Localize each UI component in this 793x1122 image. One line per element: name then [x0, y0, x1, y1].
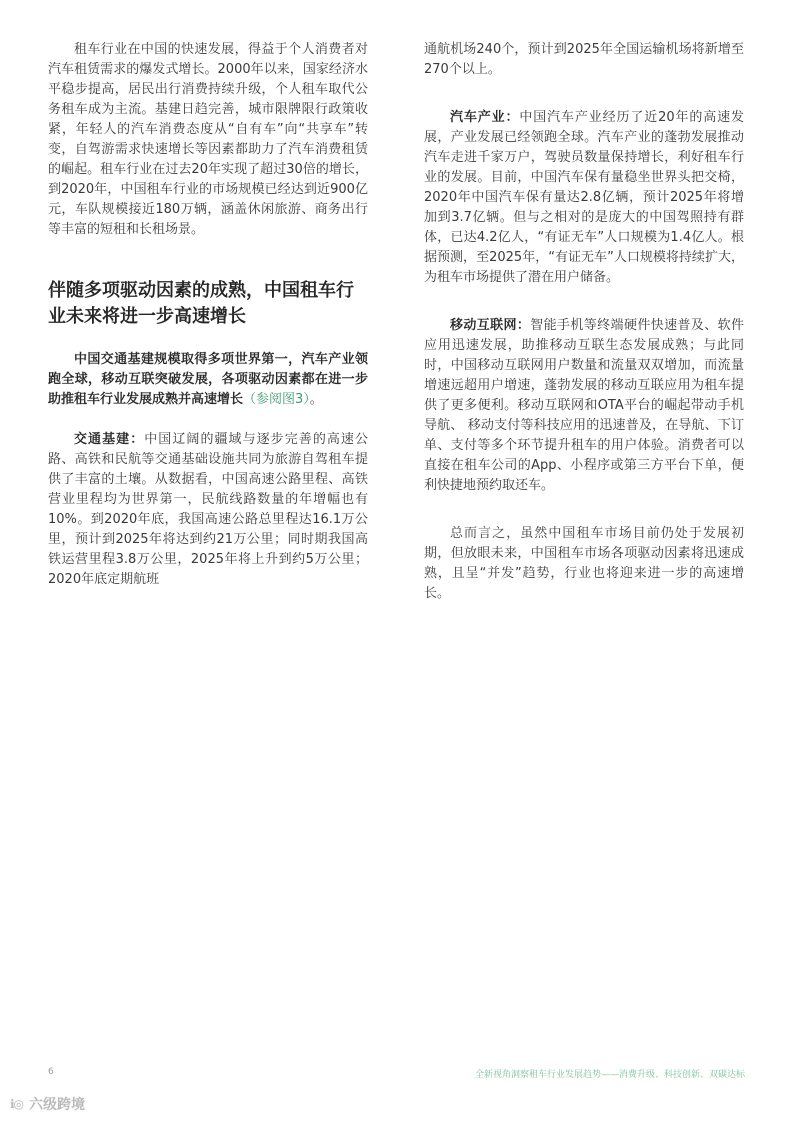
mobile-internet-text: 智能手机等终端硬件快速普及、软件应用迅速发展，助推移动互联生态发展成熟；与此同时，中国移动互联网用户数量和流量双双增加，而流量增速远超用户增速，蓬勃发展的移动互联应用为租车提供了更多便利。移动互联网和OTA平台的崛起带动手机导航、 移动支付等科技应用的迅速普及，在导航、下订单、支付等多个环节提升租车的用户体验。消费者可以直接在租车公司的App、小程序或第三方平台下单，便利快捷地预约取还车。 [424, 318, 744, 493]
airport-continuation: 通航机场240个，预计到2025年全国运输机场将新增至270个以上。 [424, 42, 744, 77]
footer-title: 全新视角洞察租车行业发展趋势——消费升级、科技创新、双碳达标 [474, 1070, 745, 1080]
mobile-internet-paragraph [424, 316, 744, 496]
left-column [48, 40, 368, 590]
watermark-logo-icon: ℹ◎ [10, 1097, 24, 1111]
mobile-internet-label: 移动互联网： [450, 318, 531, 333]
page-number: 6 [48, 1067, 54, 1077]
auto-industry-paragraph [424, 108, 744, 288]
figure-reference: （参阅图3） [243, 392, 310, 407]
right-column [424, 40, 744, 604]
lead-text: 中国交通基建规模取得多项世界第一，汽车产业领跑全球，移动互联突破发展，各项驱动因素都在进一步助推租车行业发展成熟并高速增长 [48, 352, 368, 407]
auto-industry-label: 汽车产业： [450, 110, 520, 125]
conclusion-paragraph: 总而言之，虽然中国租车市场目前仍处于发展初期，但放眼未来，中国租车市场各项驱动因素将迅速成熟，且呈“并发”趋势，行业也将迎来进一步的高速增长。 [424, 526, 744, 601]
lead-paragraph [48, 350, 368, 410]
infrastructure-paragraph [48, 430, 368, 590]
auto-industry-text: 中国汽车产业经历了近20年的高速发展，产业发展已经领跑全球。汽车产业的蓬勃发展推动汽车走进千家万户，驾驶员数量保持增长，利好租车行业的发展。目前，中国汽车保有量稳坐世界头把交椅，2020年中国汽车保有量达2.8亿辆，预计2025年将增加到3.7亿辆。但与之相对的是庞大的中国驾照持有群体，已达4.2亿人，“有证无车”人口规模为1.4亿人。根据预测，至2025年，“有证无车”人口规模将持续扩大，为租车市场提供了潜在用户储备。 [424, 110, 744, 285]
intro-paragraph: 租车行业在中国的快速发展，得益于个人消费者对汽车租赁需求的爆发式增长。2000年以来，国家经济水平稳步提高，居民出行消费持续升级，个人租车取代公务租车成为主流。基建日趋完善，城市限牌限行政策收紧，年轻人的汽车消费态度从“自有车”向“共享车”转变，自驾游需求快速增长等因素都助力了汽车消费租赁的崛起。租车行业在过去20年实现了超过30倍的增长，到2020年，中国租车行业的市场规模已经达到近900亿元，车队规模接近180万辆，涵盖休闲旅游、商务出行等丰富的短租和长租场景。 [48, 42, 368, 237]
lead-end: 。 [309, 392, 323, 407]
watermark [10, 1094, 85, 1114]
infrastructure-text: 中国辽阔的疆域与逐步完善的高速公路、高铁和民航等交通基础设施共同为旅游自驾租车提供了丰富的土壤。从数据看，中国高速公路里程、高铁营业里程均为世界第一，民航线路数量的年增幅也有10%。到2020年底，我国高速公路总里程达16.1万公里，预计到2025年将达到约21万公里；同时期我国高铁运营里程3.8万公里，2025年将上升到约5万公里；2020年底定期航班 [48, 432, 368, 587]
watermark-text: 六级跨境 [29, 1097, 86, 1113]
infrastructure-label: 交通基建： [74, 432, 145, 447]
section-heading: 伴随多项驱动因素的成熟，中国租车行业未来将进一步高速增长 [48, 280, 354, 327]
